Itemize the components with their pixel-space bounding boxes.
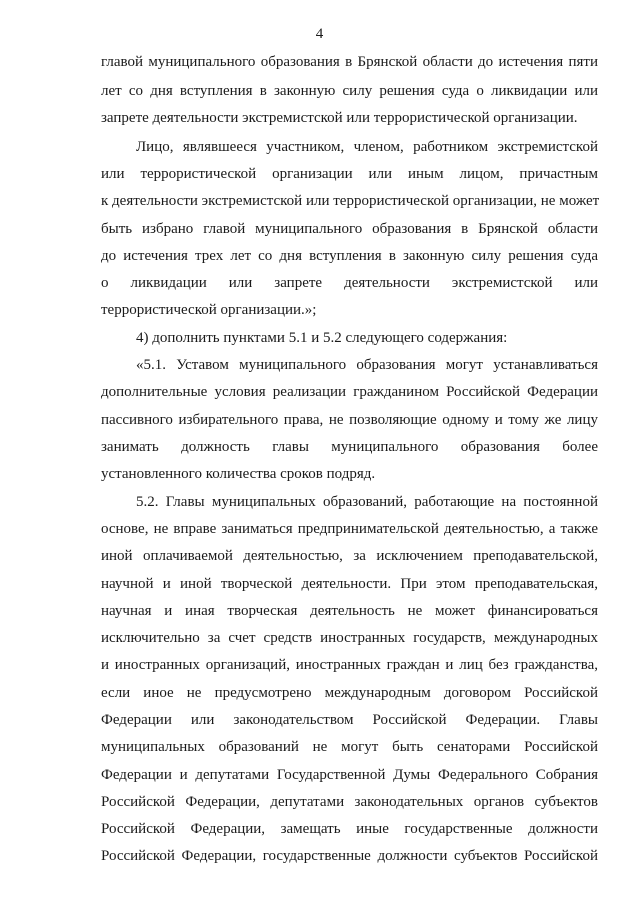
text-line: «5.1. Уставом муниципального образования могут устанавливаться bbox=[136, 357, 598, 373]
text-line: Российской Федерации, депутатами законодательных органов субъектов bbox=[101, 794, 598, 810]
text-line: муниципальных образований не могут быть сенаторами Российской bbox=[101, 739, 598, 755]
text-line: террористической организации.»; bbox=[101, 302, 317, 318]
text-line: к деятельности экстремистской или террористической организации, не может bbox=[101, 193, 600, 209]
text-line: главой муниципального образования в Брянской области до истечения пяти bbox=[101, 54, 598, 70]
text-line: Российской Федерации, замещать иные государственные должности bbox=[101, 821, 598, 837]
text-line: исключительно за счет средств иностранных государств, международных bbox=[101, 630, 598, 646]
text-line: и иностранных организаций, иностранных граждан и лиц без гражданства, bbox=[101, 657, 598, 673]
text-line: установленного количества сроков подряд. bbox=[101, 466, 376, 482]
text-line: до истечения трех лет со дня вступления в законную силу решения суда bbox=[101, 248, 598, 264]
text-line: о ликвидации или запрете деятельности экстремистской или bbox=[101, 275, 598, 291]
text-line: если иное не предусмотрено международным договором Российской bbox=[101, 685, 598, 701]
text-line: дополнительные условия реализации гражданином Российской Федерации bbox=[101, 384, 598, 400]
text-line: пассивного избирательного права, не позволяющие одному и тому же лицу bbox=[101, 412, 598, 428]
text-line: 5.2. Главы муниципальных образований, работающие на постоянной bbox=[136, 494, 598, 510]
text-line: Федерации и депутатами Государственной Думы Федерального Собрания bbox=[101, 767, 598, 783]
text-line: или террористической организации или иным лицом, причастным bbox=[101, 166, 598, 182]
text-line: 4) дополнить пунктами 5.1 и 5.2 следующего содержания: bbox=[136, 330, 508, 346]
text-line: научная и иная творческая деятельность не может финансироваться bbox=[101, 603, 598, 619]
text-line: занимать должность главы муниципального образования более bbox=[101, 439, 598, 455]
text-line: иной оплачиваемой деятельностью, за исключением преподавательской, bbox=[101, 548, 598, 564]
text-line: Федерации или законодательством Российской Федерации. Главы bbox=[101, 712, 598, 728]
text-line: лет со дня вступления в законную силу решения суда о ликвидации или bbox=[101, 83, 598, 99]
text-line: запрете деятельности экстремистской или террористической организации. bbox=[101, 110, 578, 126]
page-number: 4 bbox=[315, 26, 324, 42]
text-line: быть избрано главой муниципального образования в Брянской области bbox=[101, 221, 598, 237]
text-line: основе, не вправе заниматься предпринимательской деятельностью, а также bbox=[101, 521, 598, 537]
text-line: Лицо, являвшееся участником, членом, работником экстремистской bbox=[136, 139, 598, 155]
text-line: Российской Федерации, государственные должности субъектов Российской bbox=[101, 848, 598, 864]
text-line: научной и иной творческой деятельности. При этом преподавательская, bbox=[101, 576, 598, 592]
